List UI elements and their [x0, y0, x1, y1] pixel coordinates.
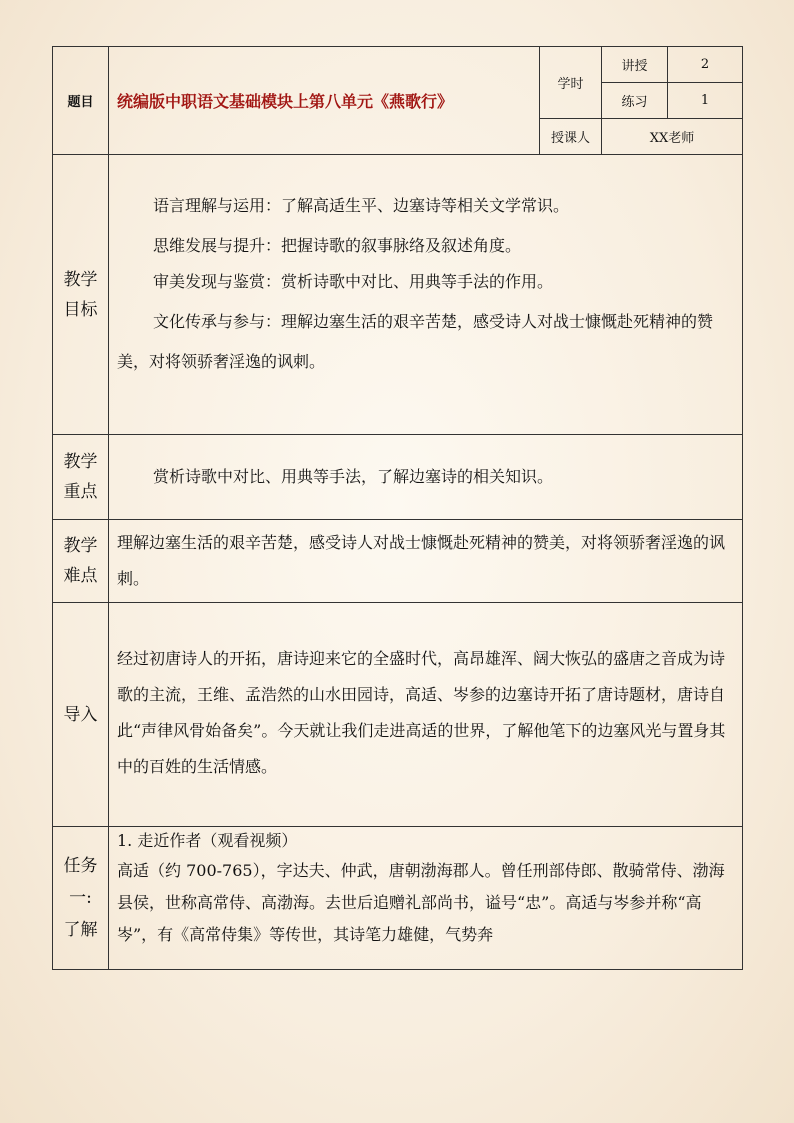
practice-value: 1	[668, 83, 743, 119]
task1-content	[109, 827, 743, 970]
practice-label: 练习	[602, 83, 668, 119]
intro-label: 导入	[53, 603, 109, 827]
lesson-title: 统编版中职语文基础模块上第八单元《燕歌行》	[109, 47, 540, 155]
task1-label-line: 了解	[63, 920, 98, 940]
difficulty-text: 理解边塞生活的艰辛苦楚，感受诗人对战士慷慨赴死精神的赞美，对将领骄奢淫逸的讽刺。	[117, 533, 726, 588]
focus-label-line: 重点	[63, 482, 98, 502]
intro-content	[109, 603, 743, 827]
objectives-label-line: 目标	[63, 299, 98, 320]
task1-label-line: 一:	[69, 888, 92, 908]
topic-label: 题目	[53, 47, 109, 155]
focus-label	[53, 435, 109, 520]
objective-item: 审美发现与鉴赏：赏析诗歌中对比、用典等手法的作用。	[153, 271, 554, 291]
teacher-value: XX老师	[602, 119, 743, 155]
objective-item: 文化传承与参与：理解边塞生活的艰辛苦楚，感受诗人对战士慷慨赴死精神的赞美，对将领骄奢淫逸的讽刺。	[117, 311, 714, 371]
objective-item: 思维发展与提升：把握诗歌的叙事脉络及叙述角度。	[153, 235, 522, 255]
focus-text: 赏析诗歌中对比、用典等手法，了解边塞诗的相关知识。	[153, 467, 554, 486]
teacher-label: 授课人	[540, 119, 602, 155]
task1-label-line: 任务	[63, 856, 98, 876]
difficulty-label-line: 教学	[63, 536, 98, 556]
difficulty-label-line: 难点	[63, 566, 98, 586]
task1-label	[53, 827, 109, 970]
focus-content	[109, 435, 743, 520]
objectives-label	[53, 155, 109, 435]
objectives-content	[109, 155, 743, 435]
difficulty-label	[53, 520, 109, 603]
difficulty-content	[109, 520, 743, 603]
objective-item: 语言理解与运用：了解高适生平、边塞诗等相关文学常识。	[153, 195, 570, 215]
task1-heading: 1. 走近作者（观看视频）	[117, 831, 298, 850]
intro-text: 经过初唐诗人的开拓，唐诗迎来它的全盛时代，高昂雄浑、阔大恢弘的盛唐之音成为诗歌的主流，王维、孟浩然的山水田园诗，高适、岑参的边塞诗开拓了唐诗题材，唐诗自此“声律风骨始备矣”。今天就让我们走进高适的世界，了解他笔下的边塞风光与置身其中的百姓的生活情感。	[117, 649, 726, 776]
task1-text: 高适（约 700-765），字达夫、仲武，唐朝渤海郡人。曾任刑部侍郎、散骑常侍、渤海县侯，世称高常侍、高渤海。去世后追赠礼部尚书，谥号“忠”。高适与岑参并称“高岑”，有《高常侍集》等传世，其诗笔力雄健，气势奔	[117, 861, 725, 944]
lecture-label: 讲授	[602, 47, 668, 83]
hours-label: 学时	[540, 47, 602, 119]
objectives-label-line: 教学	[63, 269, 98, 290]
focus-label-line: 教学	[63, 452, 98, 472]
lesson-plan-page	[52, 46, 742, 970]
lecture-value: 2	[668, 47, 743, 83]
lesson-plan-table	[52, 46, 743, 970]
